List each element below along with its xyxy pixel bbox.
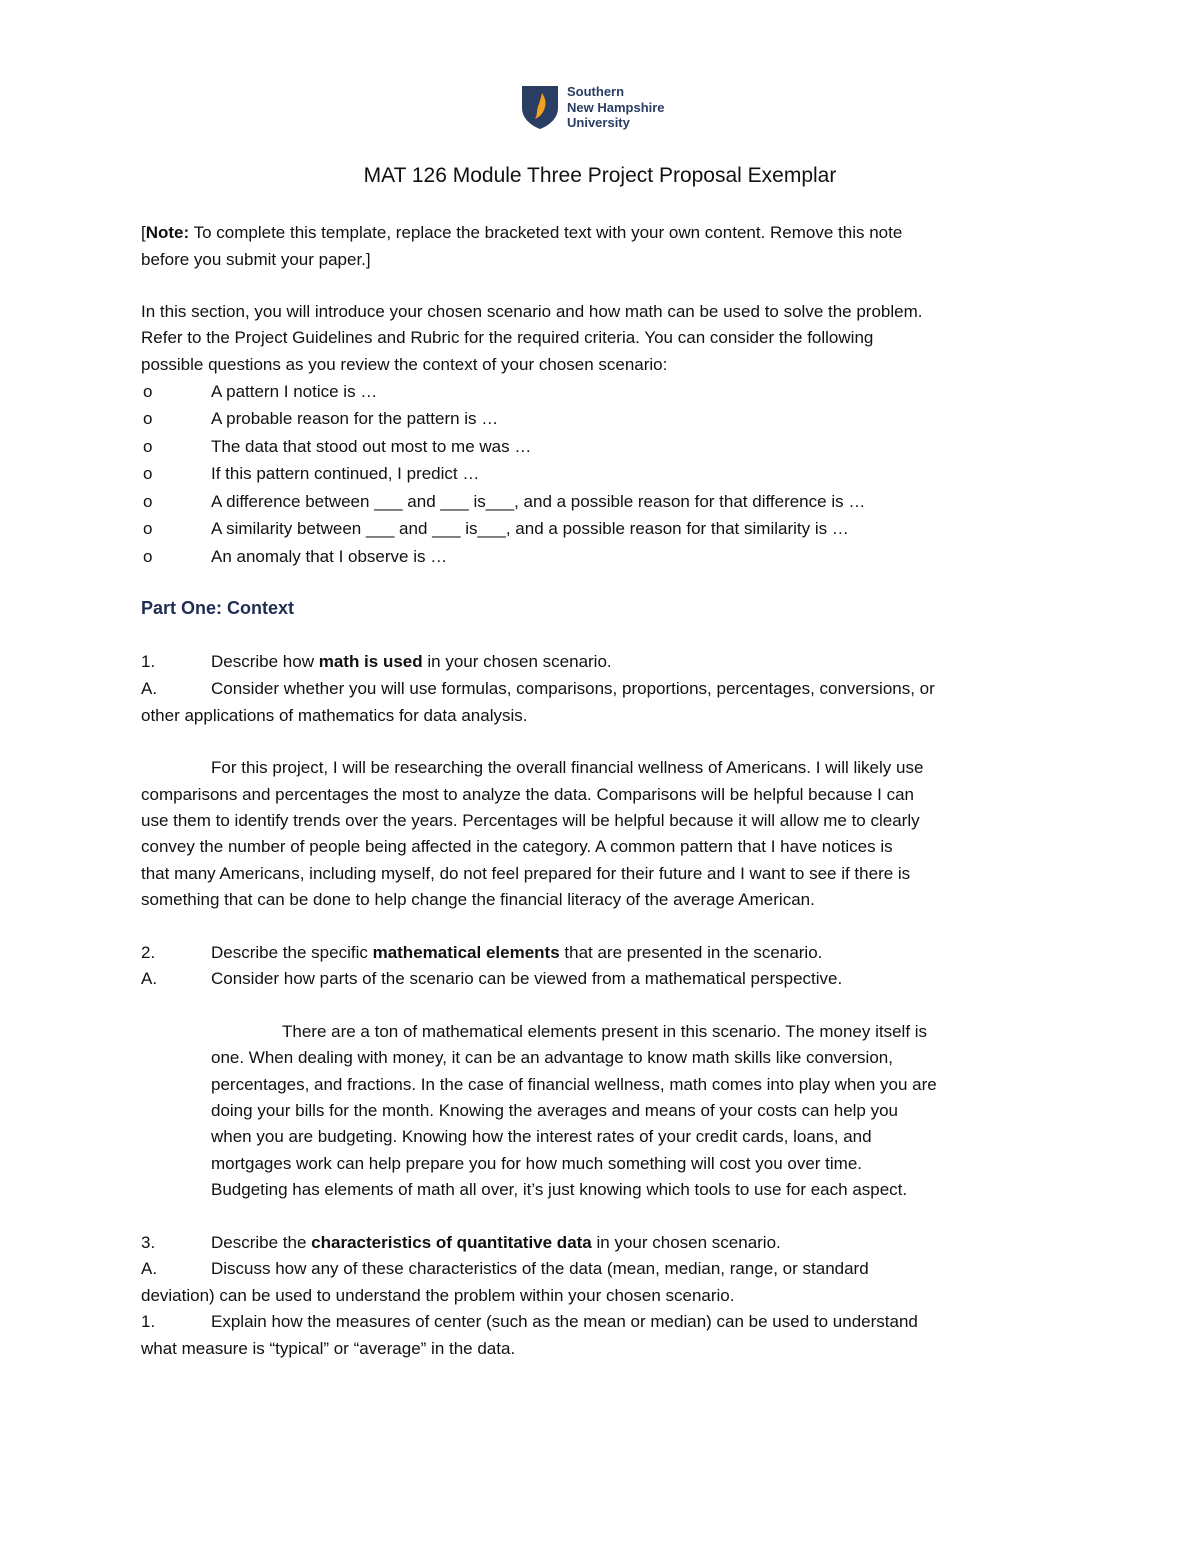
item-3a-line-2: deviation) can be used to understand the problem within your chosen scenario. [141, 1286, 735, 1305]
item-3a1-line-2: what measure is “typical” or “average” in the data. [141, 1339, 516, 1358]
logo-line-3: University [567, 115, 630, 130]
bullet-marker: o [143, 547, 153, 566]
answer-1-line: convey the number of people being affected in the category. A common pattern that I have notices is [141, 837, 893, 856]
prompt-text: Describe the specific [211, 943, 373, 962]
prompt-text: Describe the [211, 1233, 312, 1252]
item-3a1-line-1: Explain how the measures of center (such as the mean or median) can be used to understand [211, 1312, 918, 1331]
note-label: Note: [145, 223, 190, 242]
item-2a-line-1: Consider how parts of the scenario can be viewed from a mathematical perspective. [211, 969, 843, 988]
question-item: If this pattern continued, I predict … [211, 464, 480, 483]
intro-line-2: Refer to the Project Guidelines and Rubric for the required criteria. You can consider the following [141, 328, 874, 347]
question-item: The data that stood out most to me was … [211, 437, 532, 456]
question-item: An anomaly that I observe is … [211, 547, 448, 566]
logo-line-1: Southern [567, 84, 625, 99]
item-3a-line-1: Discuss how any of these characteristics of the data (mean, median, range, or standard [211, 1259, 869, 1278]
shield-flame-icon [520, 84, 560, 130]
prompt-text: Describe how [211, 652, 319, 671]
answer-2-line: Budgeting has elements of math all over, it’s just knowing which tools to use for each aspect. [211, 1180, 908, 1199]
answer-2-line: when you are budgeting. Knowing how the interest rates of your credit cards, loans, and [211, 1127, 872, 1146]
intro-line-1: In this section, you will introduce your chosen scenario and how math can be used to solve the problem. [141, 302, 923, 321]
bullet-marker: o [143, 519, 153, 538]
prompt-text: that are presented in the scenario. [559, 943, 823, 962]
answer-1-line: use them to identify trends over the years. Percentages will be helpful because it will allow me to clearly [141, 811, 920, 830]
intro-line-3: possible questions as you review the context of your chosen scenario: [141, 355, 668, 374]
question-item: A similarity between ___ and ___ is___, and a possible reason for that similarity is … [211, 519, 849, 538]
subitem-letter: A. [141, 1259, 158, 1278]
item-number: 3. [141, 1233, 156, 1252]
item-number: 2. [141, 943, 156, 962]
logo-line-2: New Hampshire [567, 99, 665, 115]
bullet-marker: o [143, 409, 153, 428]
bullet-marker: o [143, 437, 153, 456]
item-1-prompt [211, 652, 612, 672]
item-1a-line-1: Consider whether you will use formulas, comparisons, proportions, percentages, conversions, or [211, 679, 935, 698]
note-bracket: [ [141, 223, 146, 242]
subitem-number: 1. [141, 1312, 156, 1331]
prompt-emphasis: math is used [318, 652, 423, 671]
answer-2-line: mortgages work can help prepare you for how much something will cost you over time. [211, 1154, 863, 1173]
answer-1-line: For this project, I will be researching the overall financial wellness of Americans. I will likely use [211, 758, 924, 777]
bullet-marker: o [143, 492, 153, 511]
question-item: A pattern I notice is … [211, 382, 378, 401]
note-line-1 [141, 223, 902, 243]
answer-1-line: something that can be done to help change the financial literacy of the average American. [141, 890, 815, 909]
answer-1-line: comparisons and percentages the most to analyze the data. Comparisons will be helpful because I can [141, 785, 915, 804]
university-name [567, 84, 665, 131]
prompt-emphasis: characteristics of quantitative data [311, 1233, 592, 1252]
university-logo [520, 84, 690, 134]
answer-2-line: doing your bills for the month. Knowing the averages and means of your costs can help you [211, 1101, 899, 1120]
prompt-emphasis: mathematical elements [372, 943, 560, 962]
note-line-2: before you submit your paper.] [141, 250, 371, 269]
item-3-prompt [211, 1233, 781, 1253]
answer-2-line: percentages, and fractions. In the case of financial wellness, math comes into play when you are [211, 1075, 937, 1094]
prompt-text: in your chosen scenario. [422, 652, 612, 671]
item-1a-line-2: other applications of mathematics for data analysis. [141, 706, 528, 725]
bullet-marker: o [143, 382, 153, 401]
section-heading: Part One: Context [141, 598, 295, 618]
answer-2-line: one. When dealing with money, it can be an advantage to know math skills like conversion, [211, 1048, 893, 1067]
bullet-marker: o [143, 464, 153, 483]
question-item: A probable reason for the pattern is … [211, 409, 499, 428]
note-text-1: To complete this template, replace the bracketed text with your own content. Remove this note [189, 223, 903, 242]
prompt-text: in your chosen scenario. [591, 1233, 781, 1252]
subitem-letter: A. [141, 969, 158, 988]
subitem-letter: A. [141, 679, 158, 698]
item-2-prompt [211, 943, 822, 963]
document-title: MAT 126 Module Three Project Proposal Exemplar [363, 164, 837, 187]
answer-2-line: There are a ton of mathematical elements present in this scenario. The money itself is [282, 1022, 928, 1041]
answer-1-line: that many Americans, including myself, do not feel prepared for their future and I want to see if there is [141, 864, 911, 883]
item-number: 1. [141, 652, 156, 671]
question-item: A difference between ___ and ___ is___, and a possible reason for that difference is … [211, 492, 866, 511]
